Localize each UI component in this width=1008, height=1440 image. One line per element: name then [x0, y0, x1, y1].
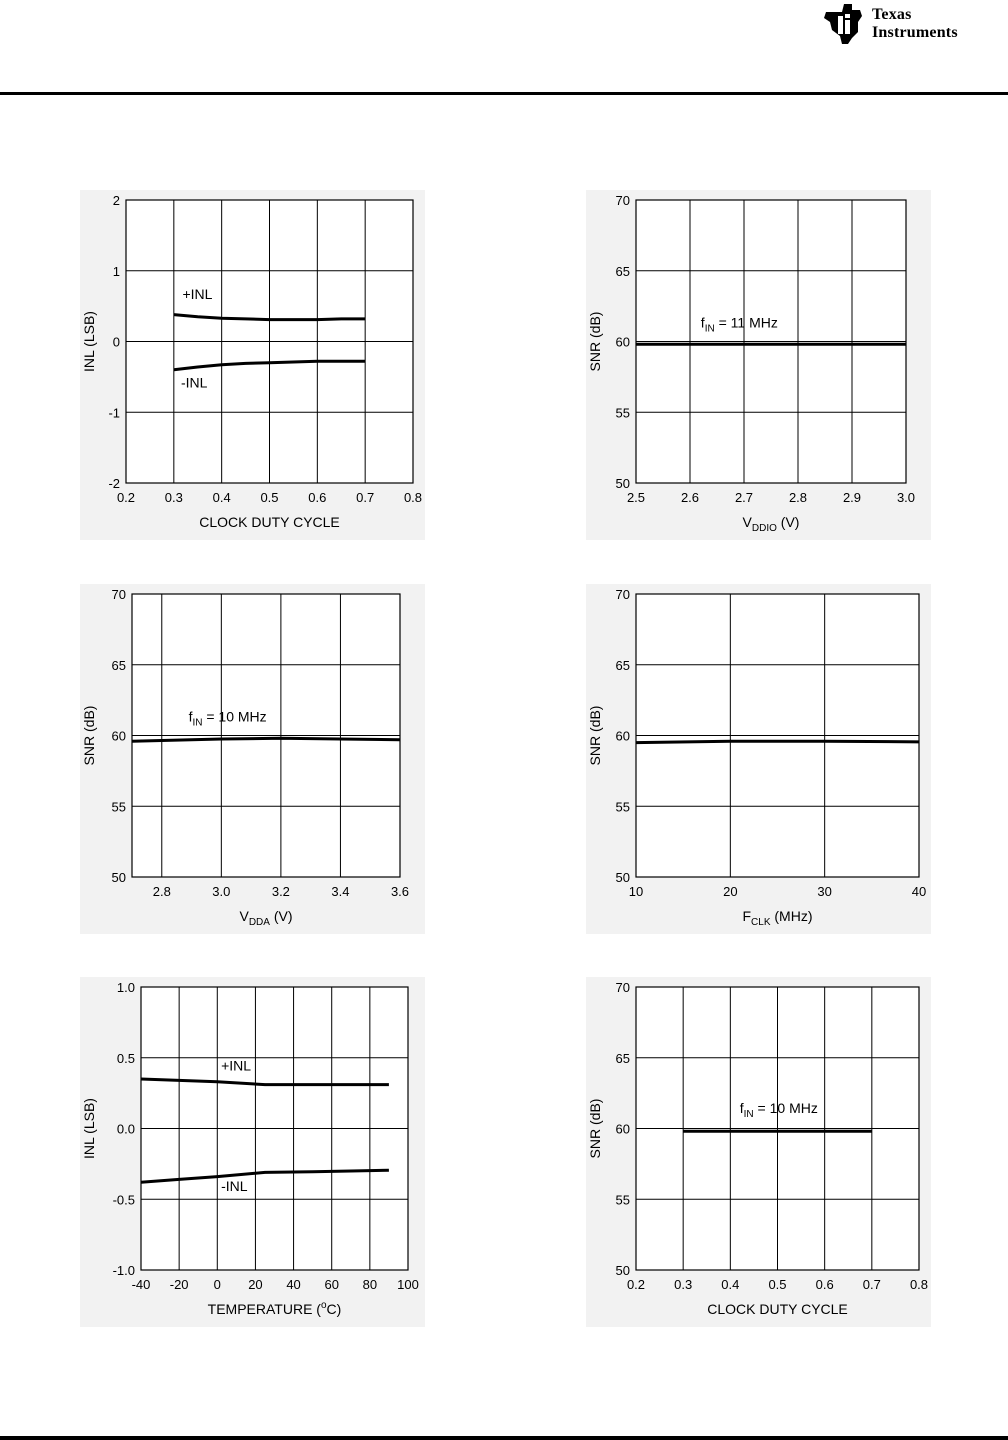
ti-state-icon	[822, 2, 868, 46]
y-tick-label: 50	[615, 1263, 630, 1278]
y-tick-label: 65	[615, 657, 630, 673]
x-tick-label: 3.4	[331, 884, 350, 899]
y-tick-label: 50	[111, 870, 126, 885]
x-tick-label: 2.8	[152, 884, 171, 899]
x-tick-label: 0.6	[815, 1277, 834, 1292]
x-axis-label: CLOCK DUTY CYCLE	[707, 1301, 848, 1317]
y-tick-label: 55	[111, 799, 126, 815]
x-tick-label: 3.2	[271, 884, 290, 899]
chart-3	[80, 584, 425, 934]
y-tick-label: 50	[615, 870, 630, 885]
series-annotation: $f_{IN} = 11$ MHz	[700, 314, 778, 335]
y-tick-label: 0.0	[116, 1121, 135, 1137]
header-rule	[0, 92, 1008, 95]
x-tick-label: 0.2	[116, 490, 136, 505]
x-axis-label: $F_{CLK}$ (MHz)	[742, 908, 813, 928]
y-tick-label: 65	[111, 657, 126, 673]
y-tick-label: -1.0	[112, 1263, 135, 1278]
y-tick-label: -0.5	[112, 1192, 135, 1208]
y-axis-label: SNR (dB)	[587, 1098, 603, 1159]
series-annotation: $f_{IN} = 10$ MHz	[739, 1099, 818, 1120]
x-tick-label: 0.3	[164, 490, 183, 505]
brand-wordmark	[872, 6, 958, 42]
chart-2	[586, 190, 931, 540]
y-tick-label: 55	[615, 799, 630, 815]
x-tick-label: 0.5	[260, 490, 279, 505]
page-header	[0, 0, 1008, 96]
y-tick-label: 2	[112, 193, 120, 208]
x-tick-label: -40	[131, 1277, 151, 1292]
x-axis-label: TEMPERATURE ($^o$C)	[207, 1300, 342, 1317]
y-tick-label: 1.0	[116, 980, 135, 995]
y-tick-label: 55	[615, 1192, 630, 1208]
chart-5	[80, 977, 425, 1327]
y-tick-label: 70	[111, 587, 126, 602]
series-annotation: -INL	[181, 374, 208, 391]
x-tick-label: 0.7	[862, 1277, 881, 1292]
x-tick-label: 2.5	[626, 490, 646, 505]
series-line	[636, 741, 919, 742]
x-tick-label: 0.5	[768, 1277, 787, 1292]
chart-1	[80, 190, 425, 540]
series-annotation: +INL	[221, 1057, 252, 1074]
x-tick-label: 100	[397, 1277, 419, 1292]
x-axis-label: $V_{DDIO}$ (V)	[742, 514, 800, 534]
y-tick-label: 65	[615, 263, 630, 279]
x-tick-label: 2.9	[842, 490, 862, 505]
y-axis-label: INL (LSB)	[81, 1098, 97, 1159]
chart-6	[586, 977, 931, 1327]
y-tick-label: 1	[112, 263, 120, 279]
x-tick-label: 0.7	[356, 490, 375, 505]
brand-line-2: Instruments	[872, 24, 958, 41]
x-tick-label: 10	[628, 884, 644, 899]
y-tick-label: 0.5	[116, 1050, 135, 1066]
y-tick-label: 65	[615, 1050, 630, 1066]
x-tick-label: 20	[723, 884, 738, 899]
y-tick-label: 60	[615, 334, 630, 350]
x-tick-label: 2.7	[734, 490, 754, 505]
y-tick-label: 55	[615, 405, 630, 421]
y-tick-label: 0	[112, 334, 120, 350]
x-tick-label: 0.8	[909, 1277, 929, 1292]
y-tick-label: 60	[111, 728, 126, 744]
y-tick-label: 70	[615, 587, 630, 602]
x-tick-label: 30	[817, 884, 832, 899]
series-annotation: +INL	[182, 286, 213, 303]
x-tick-label: 0	[213, 1277, 221, 1292]
x-tick-label: 0.8	[403, 490, 423, 505]
y-axis-label: SNR (dB)	[81, 705, 97, 766]
x-tick-label: 0.4	[721, 1277, 740, 1292]
y-tick-label: -1	[108, 405, 120, 421]
x-tick-label: 80	[362, 1277, 378, 1292]
y-axis-label: SNR (dB)	[587, 311, 603, 372]
y-axis-label: INL (LSB)	[81, 311, 97, 372]
x-tick-label: -20	[169, 1277, 189, 1292]
y-tick-label: 50	[615, 476, 630, 491]
footer-rule	[0, 1436, 1008, 1440]
x-tick-label: 0.2	[626, 1277, 646, 1292]
x-tick-label: 3.0	[212, 884, 231, 899]
x-tick-label: 60	[324, 1277, 339, 1292]
y-axis-label: SNR (dB)	[587, 705, 603, 766]
x-tick-label: 0.6	[308, 490, 327, 505]
x-tick-label: 40	[286, 1277, 301, 1292]
x-tick-label: 0.4	[212, 490, 231, 505]
x-axis-label: $V_{DDA}$ (V)	[239, 908, 293, 928]
y-tick-label: -2	[108, 476, 120, 491]
series-annotation: $f_{IN} = 10$ MHz	[188, 708, 267, 729]
y-tick-label: 60	[615, 728, 630, 744]
x-tick-label: 3.0	[896, 490, 916, 505]
chart-4	[586, 584, 931, 934]
x-tick-label: 2.6	[680, 490, 700, 505]
x-tick-label: 2.8	[788, 490, 808, 505]
texas-instruments-logo	[822, 2, 1008, 46]
series-annotation: -INL	[221, 1177, 248, 1194]
brand-line-1: Texas	[872, 6, 912, 23]
x-tick-label: 20	[248, 1277, 263, 1292]
y-tick-label: 60	[615, 1121, 630, 1137]
x-tick-label: 40	[911, 884, 927, 899]
x-tick-label: 3.6	[390, 884, 410, 899]
y-tick-label: 70	[615, 980, 630, 995]
y-tick-label: 70	[615, 193, 630, 208]
x-axis-label: CLOCK DUTY CYCLE	[199, 514, 340, 530]
x-tick-label: 0.3	[674, 1277, 693, 1292]
